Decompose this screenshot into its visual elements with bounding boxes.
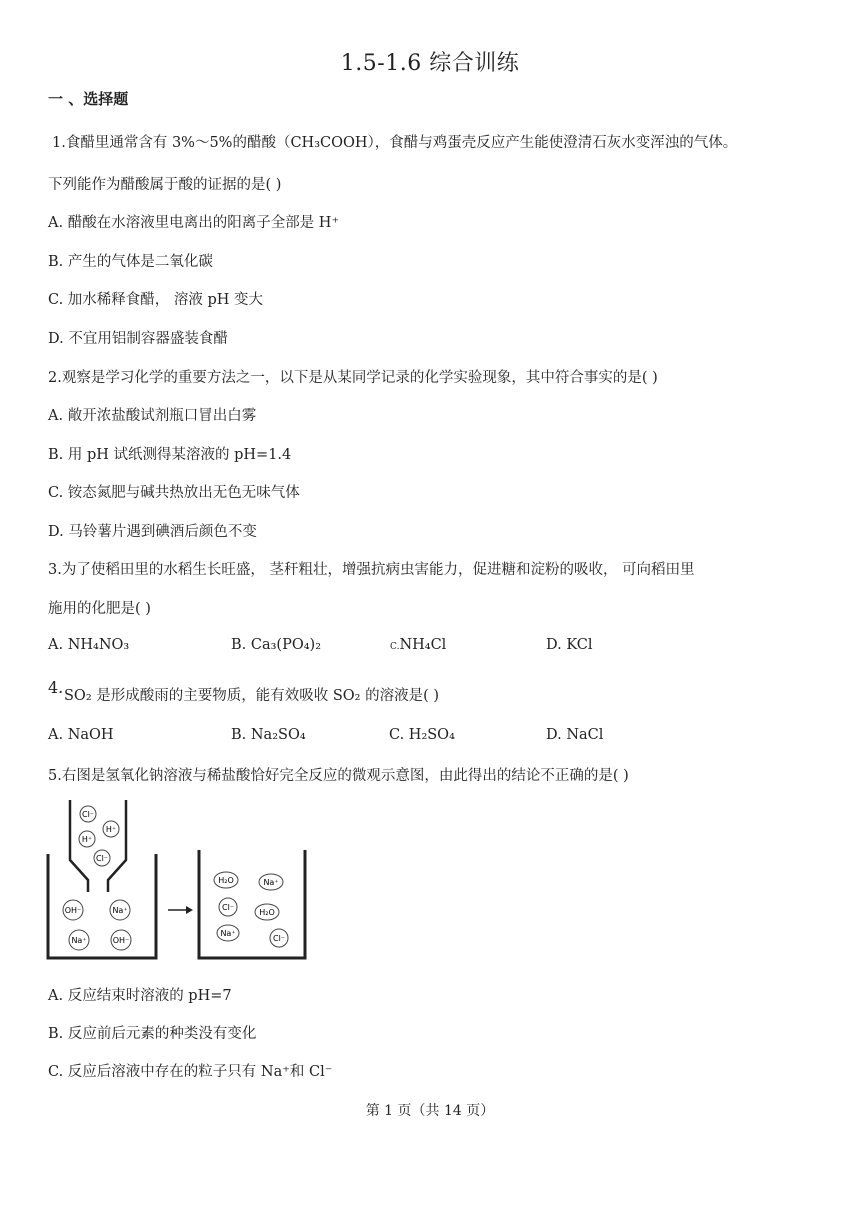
svg-text:OH⁻: OH⁻ xyxy=(112,936,130,945)
funnel-right-wall xyxy=(105,800,126,892)
svg-text:Na⁺: Na⁺ xyxy=(263,878,279,887)
svg-text:Cl⁻: Cl⁻ xyxy=(272,934,286,943)
q4-stem: SO₂ 是形成酸雨的主要物质，能有效吸收 SO₂ 的溶液是( ) xyxy=(64,688,440,704)
svg-text:H⁺: H⁺ xyxy=(105,825,117,834)
funnel-ion xyxy=(79,831,95,847)
svg-text:Na⁺: Na⁺ xyxy=(220,929,236,938)
q4-option-c: C. H₂SO₄ xyxy=(389,727,455,743)
q3-stem-line2: 施用的化肥是( ) xyxy=(48,601,151,617)
q4-number: 4. xyxy=(48,678,64,697)
q2-option-b: B. 用 pH 试纸测得某溶液的 pH=1.4 xyxy=(48,447,292,463)
page-footer: 第 1 页（共 14 页） xyxy=(365,1103,495,1119)
q1-option-a: A. 醋酸在水溶液里电离出的阳离子全部是 H⁺ xyxy=(48,215,340,231)
svg-text:Na⁺: Na⁺ xyxy=(112,906,128,915)
left-beaker-ion xyxy=(110,900,130,920)
q5-option-a: A. 反应结束时溶液的 pH=7 xyxy=(48,988,232,1004)
funnel-ion xyxy=(80,806,96,822)
q1-option-d: D. 不宜用铝制容器盛装食醋 xyxy=(48,331,228,347)
q5-stem: 5.右图是氢氧化钠溶液与稀盐酸恰好完全反应的微观示意图，由此得出的结论不正确的是( ) xyxy=(48,768,629,784)
section-heading: 一 、选择题 xyxy=(48,90,129,108)
svg-text:H₂O: H₂O xyxy=(218,876,234,885)
q4-option-d: D. NaCl xyxy=(546,727,604,743)
q3-option-c-text: NH₄Cl xyxy=(399,637,447,653)
q3-stem-line1: 3.为了使稻田里的水稻生长旺盛， 茎秆粗壮，增强抗病虫害能力，促进糖和淀粉的吸收， 可向稻田里 xyxy=(48,562,695,578)
q3-option-c-letter: C. xyxy=(390,642,400,652)
q3-option-b: B. Ca₃(PO₄)₂ xyxy=(231,637,322,653)
svg-text:OH⁻: OH⁻ xyxy=(64,906,82,915)
right-beaker-particle xyxy=(217,925,239,941)
q1-option-b: B. 产生的气体是二氧化碳 xyxy=(48,254,213,270)
q2-option-a: A. 敞开浓盐酸试剂瓶口冒出白雾 xyxy=(48,408,257,424)
q5-option-b: B. 反应前后元素的种类没有变化 xyxy=(48,1026,257,1042)
svg-text:Cl⁻: Cl⁻ xyxy=(95,854,109,863)
reaction-diagram xyxy=(46,796,316,966)
q3-option-d: D. KCl xyxy=(546,637,593,653)
svg-text:H₂O: H₂O xyxy=(259,908,275,917)
reaction-arrow xyxy=(168,906,193,914)
left-beaker-ion xyxy=(63,900,83,920)
q1-stem-line1: 1.食醋里通常含有 3%～5%的醋酸（CH₃COOH），食醋与鸡蛋壳反应产生能使澄清石灰水变浑浊的气体。 xyxy=(52,135,738,151)
right-beaker-particle xyxy=(259,874,283,890)
right-beaker-particle xyxy=(219,898,237,916)
q4-option-a: A. NaOH xyxy=(48,727,114,743)
q1-option-c: C. 加水稀释食醋， 溶液 pH 变大 xyxy=(48,292,264,308)
q3-option-c xyxy=(390,637,446,653)
right-beaker-particle xyxy=(255,904,279,920)
funnel-ion xyxy=(103,821,119,837)
q2-option-c: C. 铵态氮肥与碱共热放出无色无味气体 xyxy=(48,485,300,501)
right-beaker-particle xyxy=(214,872,238,888)
svg-text:Na⁺: Na⁺ xyxy=(71,936,87,945)
q4-option-b: B. Na₂SO₄ xyxy=(231,727,306,743)
svg-text:Cl⁻: Cl⁻ xyxy=(221,903,235,912)
funnel-ion xyxy=(94,850,110,866)
q2-stem: 2.观察是学习化学的重要方法之一，以下是从某同学记录的化学实验现象，其中符合事实的是( ) xyxy=(48,370,658,386)
page-title: 1.5-1.6 综合训练 xyxy=(340,51,520,76)
right-beaker-particle xyxy=(270,929,288,947)
left-beaker-ion xyxy=(69,930,89,950)
svg-text:Cl⁻: Cl⁻ xyxy=(81,810,95,819)
svg-text:H⁺: H⁺ xyxy=(81,835,93,844)
q3-option-a: A. NH₄NO₃ xyxy=(48,637,130,653)
q1-stem-line2: 下列能作为醋酸属于酸的证据的是( ) xyxy=(48,177,282,193)
q2-option-d: D. 马铃薯片遇到碘酒后颜色不变 xyxy=(48,524,257,540)
left-beaker-ion xyxy=(111,930,131,950)
right-beaker xyxy=(199,850,305,958)
q5-option-c: C. 反应后溶液中存在的粒子只有 Na⁺和 Cl⁻ xyxy=(48,1064,333,1080)
